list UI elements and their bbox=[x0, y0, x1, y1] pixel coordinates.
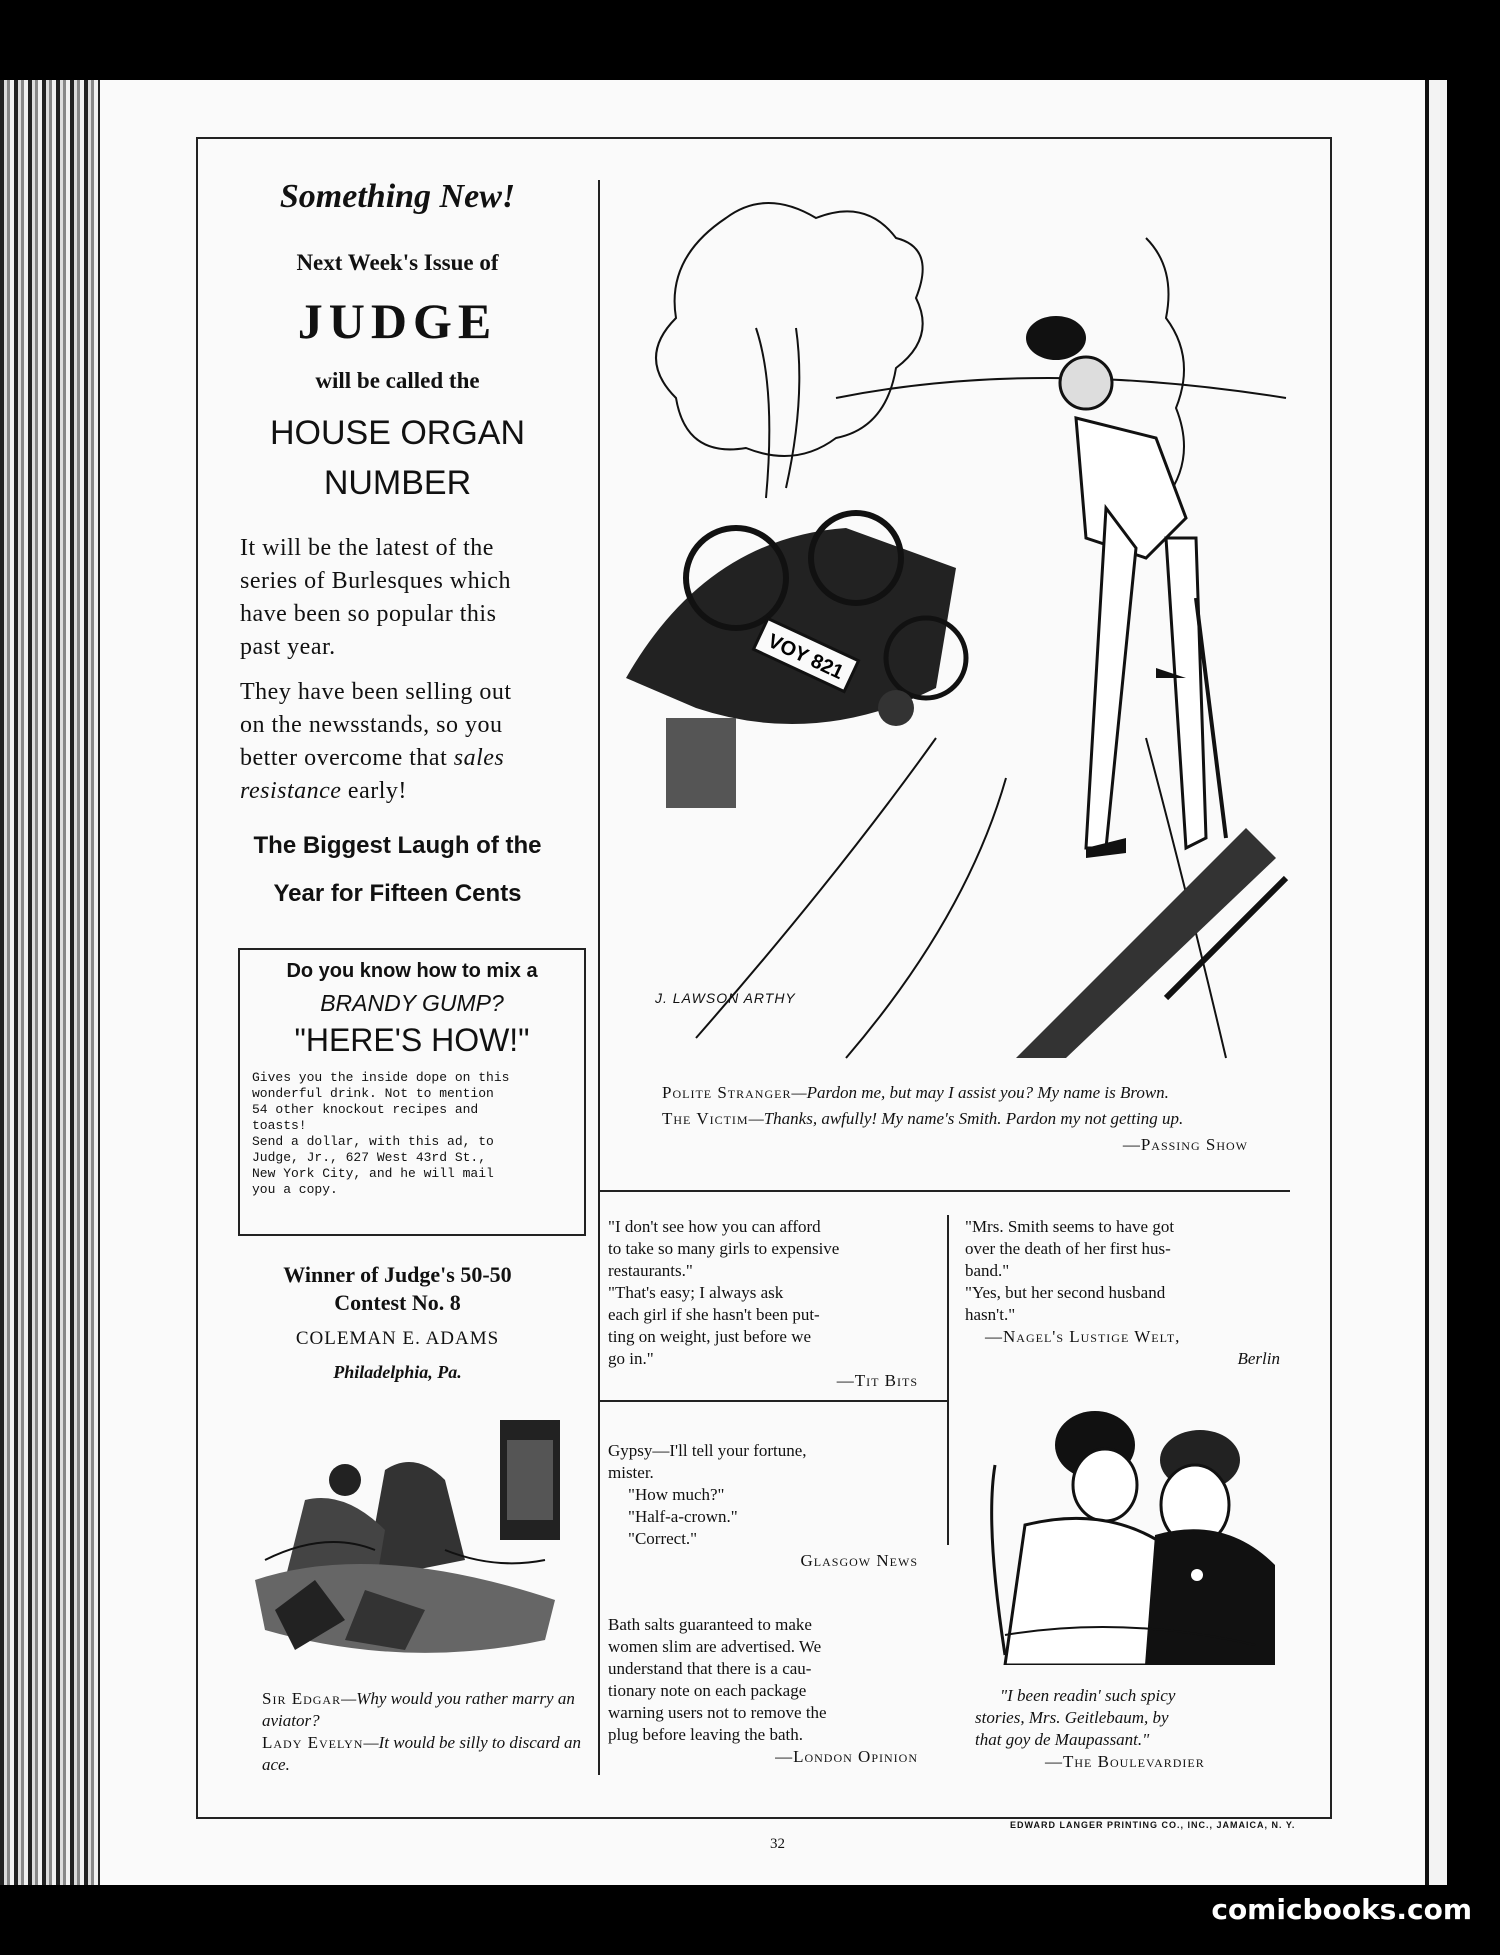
joke-line: understand that there is a cau- bbox=[608, 1659, 812, 1678]
box-line: 54 other knockout recipes and bbox=[252, 1102, 479, 1117]
scan-right-border bbox=[1447, 80, 1500, 1885]
caption-para-2 bbox=[608, 1106, 1288, 1132]
joke-line: to take so many girls to expensive bbox=[608, 1239, 840, 1258]
jokes-divider-h bbox=[600, 1400, 948, 1402]
joke-line: Gypsy—I'll tell your fortune, bbox=[608, 1441, 807, 1460]
joke-line: tionary note on each package bbox=[608, 1681, 807, 1700]
ad-closing-1: The Biggest Laugh of the bbox=[253, 832, 542, 859]
box-line: wonderful drink. Not to mention bbox=[252, 1086, 494, 1101]
issue-name-2: NUMBER bbox=[323, 464, 472, 502]
artist-signature: J. LAWSON ARTHY bbox=[655, 990, 796, 1006]
ad-p2-italic: sales bbox=[453, 745, 505, 771]
joke-line: go in." bbox=[608, 1349, 654, 1368]
ad-paragraph-2 bbox=[240, 676, 580, 808]
joke-line: "How much?" bbox=[628, 1485, 725, 1504]
joke-2 bbox=[965, 1216, 1300, 1370]
caption-line: —Why would you rather marry an aviator? bbox=[262, 1689, 575, 1730]
printer-imprint: EDWARD LANGER PRINTING CO., INC., JAMAICA, N. Y. bbox=[1010, 1820, 1296, 1830]
aviator-caption bbox=[262, 1688, 592, 1776]
ad-closing-2: Year for Fifteen Cents bbox=[273, 880, 522, 907]
joke-line: "I don't see how you can afford bbox=[608, 1217, 821, 1236]
joke-line: plug before leaving the bath. bbox=[608, 1725, 803, 1744]
ad-p2-line bbox=[240, 742, 580, 775]
joke-line: "Yes, but her second husband bbox=[965, 1283, 1166, 1302]
caption-line: —Pardon me, but may I assist you? My name is Brown. bbox=[791, 1083, 1169, 1102]
ad-p2-italic: resistance bbox=[240, 778, 342, 804]
caption-line: stories, Mrs. Geitlebaum, by bbox=[975, 1708, 1169, 1727]
caption-line: —Thanks, awfully! My name's Smith. Pardon my not getting up. bbox=[748, 1109, 1184, 1128]
ad-p2-line: on the newsstands, so you bbox=[240, 712, 503, 738]
ad-line-1: Next Week's Issue of bbox=[296, 250, 499, 275]
box-drink-name: BRANDY GUMP? bbox=[320, 990, 504, 1016]
joke-source: —London Opinion bbox=[775, 1747, 918, 1766]
box-line: Send a dollar, with this ad, to bbox=[252, 1134, 494, 1149]
caption-source: —The Boulevardier bbox=[1045, 1752, 1205, 1771]
caption-line: —It would be silly to discard an ace. bbox=[262, 1733, 582, 1774]
ad-p2-line bbox=[240, 775, 580, 808]
joke-line: Bath salts guaranteed to make bbox=[608, 1615, 812, 1634]
ad-line-2: will be called the bbox=[315, 368, 480, 393]
joke-line: mister. bbox=[608, 1463, 654, 1482]
box-line: you a copy. bbox=[252, 1182, 338, 1197]
box-line: Judge, Jr., 627 West 43rd St., bbox=[252, 1150, 487, 1165]
ad-p2-line: They have been selling out bbox=[240, 679, 512, 705]
book-spine bbox=[0, 80, 100, 1885]
main-caption bbox=[608, 1080, 1288, 1158]
joke-line: restaurants." bbox=[608, 1261, 693, 1280]
box-line: Gives you the inside dope on this bbox=[252, 1070, 510, 1085]
joke-1 bbox=[608, 1216, 938, 1392]
maupassant-cartoon bbox=[965, 1405, 1295, 1665]
contest-winner: COLEMAN E. ADAMS bbox=[295, 1328, 500, 1349]
box-body bbox=[252, 1070, 576, 1198]
caption-line: "I been readin' such spicy bbox=[1000, 1686, 1176, 1705]
joke-3 bbox=[608, 1440, 938, 1572]
scan-top-border bbox=[0, 0, 1500, 80]
joke-line: hasn't." bbox=[965, 1305, 1016, 1324]
box-question: Do you know how to mix a bbox=[286, 960, 538, 982]
caption-para-1 bbox=[608, 1080, 1288, 1106]
ad-p2-text: better overcome that bbox=[240, 745, 448, 771]
caption-source: —Passing Show bbox=[1122, 1135, 1248, 1154]
magazine-name: JUDGE bbox=[297, 293, 498, 349]
joke-source: —Tit Bits bbox=[836, 1371, 918, 1390]
joke-line: each girl if she hasn't been put- bbox=[608, 1305, 820, 1324]
joke-line: "Half-a-crown." bbox=[628, 1507, 738, 1526]
next-page-edge bbox=[1425, 80, 1447, 1885]
joke-line: over the death of her first hus- bbox=[965, 1239, 1171, 1258]
contest-line-1: Winner of Judge's 50-50 bbox=[283, 1262, 512, 1287]
joke-line: "That's easy; I always ask bbox=[608, 1283, 784, 1302]
license-plate: VOY 821 bbox=[764, 629, 847, 685]
issue-name-1: HOUSE ORGAN bbox=[269, 414, 526, 452]
joke-source: Berlin bbox=[1237, 1349, 1280, 1368]
contest-place: Philadelphia, Pa. bbox=[333, 1362, 462, 1382]
ad-headline: Something New! bbox=[279, 178, 516, 215]
caption-speaker: Lady Evelyn bbox=[262, 1733, 364, 1752]
column-divider-left bbox=[598, 180, 600, 1775]
joke-4 bbox=[608, 1614, 938, 1768]
ad-p1-line: It will be the latest of the bbox=[240, 535, 494, 561]
maupassant-caption bbox=[975, 1685, 1295, 1773]
ad-p1-line: past year. bbox=[240, 634, 336, 660]
ad-p1-line: series of Burlesques which bbox=[240, 568, 511, 594]
box-line: toasts! bbox=[252, 1118, 307, 1133]
joke-line: warning users not to remove the bbox=[608, 1703, 827, 1722]
joke-line: women slim are advertised. We bbox=[608, 1637, 822, 1656]
jokes-divider-top bbox=[947, 1215, 949, 1545]
aviator-cartoon bbox=[245, 1410, 585, 1675]
cartoon-divider bbox=[600, 1190, 1290, 1192]
joke-line: —Nagel's Lustige Welt, bbox=[985, 1327, 1181, 1346]
ad-p2-text: early! bbox=[347, 778, 407, 804]
joke-line: "Mrs. Smith seems to have got bbox=[965, 1217, 1175, 1236]
joke-line: band." bbox=[965, 1261, 1010, 1280]
brandy-gump-box bbox=[238, 948, 586, 1236]
caption-line: that goy de Maupassant." bbox=[975, 1730, 1150, 1749]
page-number: 32 bbox=[770, 1836, 785, 1852]
caption-speaker: The Victim bbox=[662, 1109, 749, 1128]
box-line: New York City, and he will mail bbox=[252, 1166, 494, 1181]
car-accident-cartoon bbox=[606, 178, 1294, 1073]
ad-p1-line: have been so popular this bbox=[240, 601, 497, 627]
box-title: "HERE'S HOW!" bbox=[294, 1022, 530, 1058]
joke-line: ting on weight, just before we bbox=[608, 1327, 812, 1346]
joke-source: Glasgow News bbox=[800, 1551, 918, 1570]
caption-speaker: Polite Stranger bbox=[662, 1083, 792, 1102]
ad-paragraph-1 bbox=[240, 532, 580, 664]
caption-speaker: Sir Edgar bbox=[262, 1689, 342, 1708]
watermark: comicbooks.com bbox=[1211, 1893, 1472, 1926]
joke-line: "Correct." bbox=[628, 1529, 698, 1548]
contest-line-2: Contest No. 8 bbox=[334, 1290, 461, 1315]
